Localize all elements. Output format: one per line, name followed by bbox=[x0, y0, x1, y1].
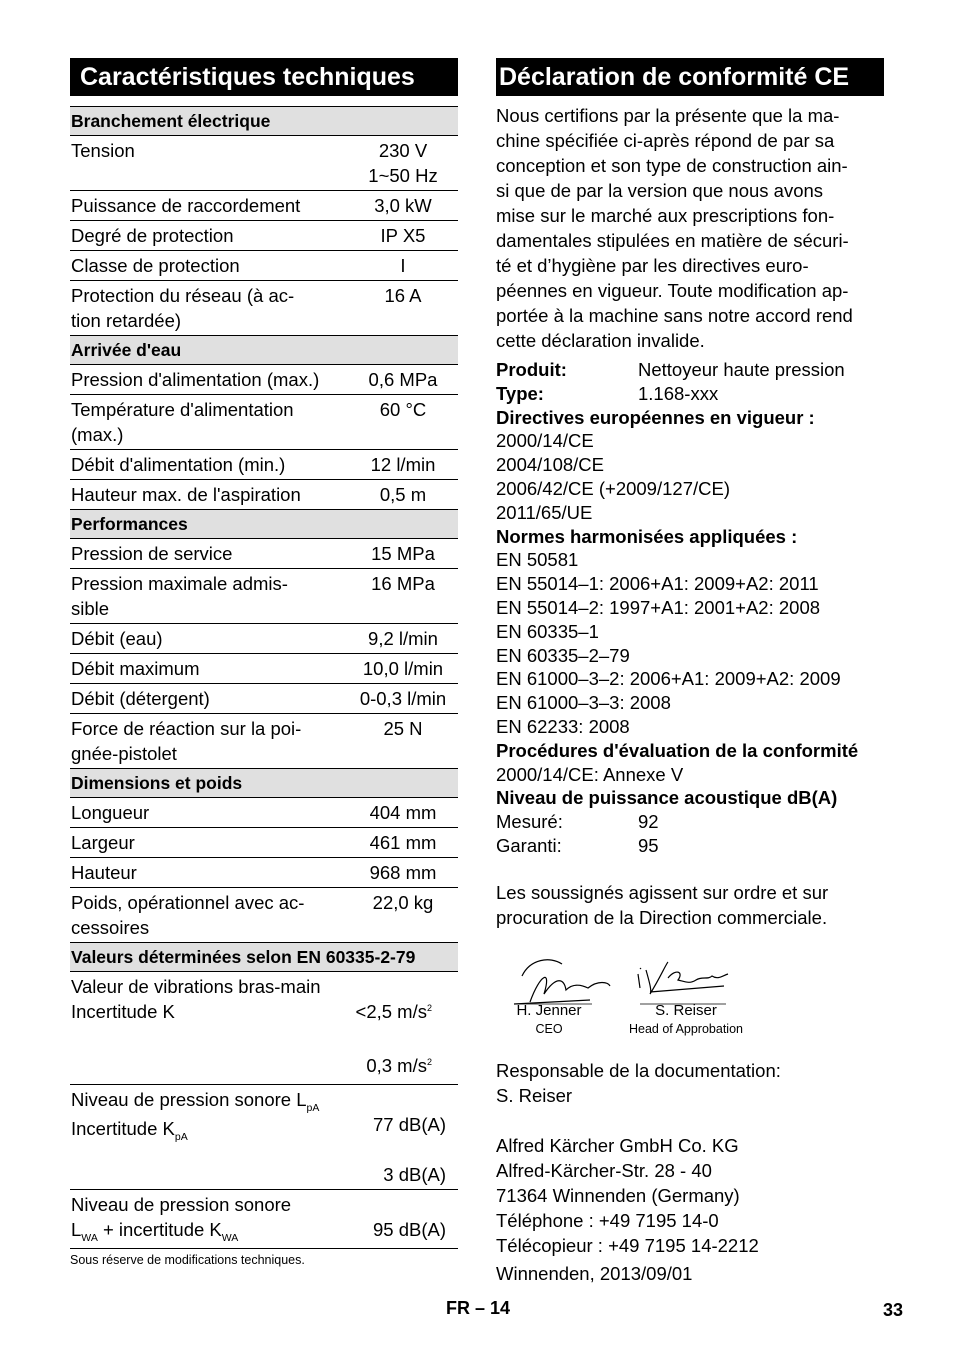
product-label: Produit: bbox=[496, 359, 567, 380]
spec-label: Débit maximum bbox=[71, 658, 200, 679]
measured-line bbox=[496, 810, 884, 834]
spec-value: 60 °C bbox=[379, 399, 427, 420]
spec-label: Pression d'alimentation (max.) bbox=[71, 369, 320, 390]
spec-label: Pression de service bbox=[71, 543, 233, 564]
spec-value: 16 MPa bbox=[371, 573, 435, 594]
spec-row bbox=[70, 395, 458, 450]
signatories-text: Les soussignés agissent sur ordre et sur procuration de la Direction commerciale. bbox=[496, 881, 829, 928]
spec-label: Débit d'alimentation (min.) bbox=[71, 454, 286, 475]
spec-row bbox=[70, 858, 458, 888]
documentation-contact bbox=[496, 1058, 884, 1286]
acoustic-heading: Niveau de puissance acoustique dB(A) bbox=[496, 787, 838, 809]
subscript-pa: pA bbox=[174, 1131, 188, 1143]
spec-row bbox=[70, 539, 458, 569]
spec-value: 3,0 kW bbox=[374, 195, 432, 216]
signer-1-name: H. Jenner bbox=[516, 1001, 582, 1019]
standard-item: EN 61000–3–3: 2008 bbox=[496, 692, 671, 714]
ce-declaration-column bbox=[496, 58, 884, 1286]
subscript-pa: pA bbox=[306, 1102, 320, 1114]
vibration-uncertainty-value: 0,3 m/s bbox=[366, 1055, 427, 1076]
specs-title: Caractéristiques techniques bbox=[70, 58, 458, 96]
spec-value: 9,2 l/min bbox=[368, 628, 438, 649]
subscript-wa: WA bbox=[221, 1232, 239, 1244]
company-phone: Téléphone : +49 7195 14-0 bbox=[496, 1209, 719, 1231]
measured-label: Mesuré: bbox=[496, 811, 563, 833]
standard-item: EN 55014–1: 2006+A1: 2009+A2: 2011 bbox=[496, 573, 819, 595]
squared-superscript: 2 bbox=[426, 1057, 432, 1067]
measured-value: 92 bbox=[638, 811, 659, 833]
spec-label: Température d'alimentation (max.) bbox=[71, 399, 294, 445]
standard-item: EN 61000–3–2: 2006+A1: 2009+A2: 2009 bbox=[496, 668, 841, 690]
type-value: 1.168-xxx bbox=[638, 382, 719, 404]
company-fax: Télécopieur : +49 7195 14-2212 bbox=[496, 1234, 759, 1256]
spec-label: Hauteur bbox=[71, 862, 137, 883]
spec-label: Pression maximale admis- sible bbox=[71, 573, 288, 619]
guaranteed-line bbox=[496, 834, 884, 858]
spec-label: Tension bbox=[71, 140, 135, 161]
company-city: 71364 Winnenden (Germany) bbox=[496, 1184, 740, 1206]
signer-1-role: CEO bbox=[535, 1021, 563, 1036]
subscript-wa: WA bbox=[81, 1232, 98, 1244]
sound-power-value: 95 dB(A) bbox=[372, 1219, 446, 1240]
specs-footnote: Sous réserve de modifications techniques. bbox=[70, 1253, 305, 1267]
sound-pressure-uncertainty-label: Incertitude K bbox=[71, 1118, 175, 1139]
spec-row bbox=[70, 281, 458, 336]
spec-section-heading: Dimensions et poids bbox=[70, 769, 458, 798]
technical-specs-column bbox=[70, 58, 458, 1268]
spec-value: 15 MPa bbox=[371, 543, 435, 564]
spec-value: 22,0 kg bbox=[372, 892, 434, 913]
spec-label: Protection du réseau (à ac- tion retardée) bbox=[71, 285, 295, 331]
standard-item: EN 60335–1 bbox=[496, 620, 599, 642]
spec-label: Degré de protection bbox=[71, 225, 234, 246]
spec-label: Puissance de raccordement bbox=[71, 195, 301, 216]
spec-section-heading-measured: Valeurs déterminées selon EN 60335-2-79 bbox=[70, 943, 458, 972]
spec-section-heading: Arrivée d'eau bbox=[70, 336, 458, 365]
place-date: Winnenden, 2013/09/01 bbox=[496, 1262, 693, 1284]
type-line bbox=[496, 382, 884, 406]
spec-row bbox=[70, 654, 458, 684]
spec-value: 0-0,3 l/min bbox=[359, 688, 447, 709]
spec-label: Hauteur max. de l'aspiration bbox=[71, 484, 301, 505]
spec-label: Débit (eau) bbox=[71, 628, 163, 649]
declaration-intro: Nous certifions par la présente que la ma- chine spécifiée ci-après répond de par sa conception et son type de construction ain- si que de par la version que nous avons mise sur le marché aux prescriptions fon- damentales stipulées en matière de sécuri- té et d’hygiène par les directives euro- péennes en vigueur. Toute modification ap- portée à la machine sans notre accord rend cette déclaration invalide. bbox=[496, 105, 853, 351]
spec-row-sound-pressure bbox=[70, 1085, 458, 1190]
spec-label: Classe de protection bbox=[71, 255, 240, 276]
spec-section-heading: Branchement électrique bbox=[70, 107, 458, 136]
directives-list bbox=[496, 429, 884, 524]
company-street: Alfred-Kärcher-Str. 28 - 40 bbox=[496, 1159, 712, 1181]
spec-value: 404 mm bbox=[369, 802, 437, 823]
spec-row-vibration bbox=[70, 972, 458, 1085]
company-name: Alfred Kärcher GmbH Co. KG bbox=[496, 1134, 739, 1156]
directive-item: 2000/14/CE bbox=[496, 430, 594, 452]
signer-2-role: Head of Approbation bbox=[629, 1021, 743, 1036]
specs-table bbox=[70, 106, 458, 943]
doc-responsible-name: S. Reiser bbox=[496, 1084, 573, 1106]
procedures-value: 2000/14/CE: Annexe V bbox=[496, 763, 684, 785]
sound-pressure-value: 77 dB(A) bbox=[372, 1114, 446, 1135]
spec-value: 16 A bbox=[384, 285, 422, 306]
spec-row bbox=[70, 365, 458, 395]
sound-power-symbol: L bbox=[71, 1219, 82, 1240]
spec-label: Largeur bbox=[71, 832, 135, 853]
spec-row bbox=[70, 480, 458, 510]
spec-row bbox=[70, 798, 458, 828]
vibration-label: Valeur de vibrations bras-main bbox=[71, 976, 321, 997]
spec-value: 968 mm bbox=[369, 862, 437, 883]
spec-row bbox=[70, 191, 458, 221]
doc-responsible-label: Responsable de la documentation: bbox=[496, 1059, 781, 1081]
spec-row bbox=[70, 221, 458, 251]
spec-value: 461 mm bbox=[369, 832, 437, 853]
sound-power-label: Niveau de pression sonore bbox=[71, 1194, 292, 1215]
standard-item: EN 60335–2–79 bbox=[496, 644, 630, 666]
signatures-block bbox=[496, 954, 884, 1038]
spec-label: Force de réaction sur la poi- gnée-pistolet bbox=[71, 718, 302, 764]
product-value: Nettoyeur haute pression bbox=[638, 359, 845, 380]
spec-row bbox=[70, 714, 458, 769]
product-line bbox=[496, 358, 884, 382]
sound-pressure-uncertainty-value: 3 dB(A) bbox=[383, 1164, 446, 1185]
spec-row bbox=[70, 450, 458, 480]
squared-superscript: 2 bbox=[426, 1003, 432, 1013]
procedures-heading: Procédures d'évaluation de la conformité bbox=[496, 739, 859, 761]
spec-value: IP X5 bbox=[380, 225, 426, 246]
spec-row bbox=[70, 251, 458, 281]
spec-row bbox=[70, 684, 458, 714]
directive-item: 2011/65/UE bbox=[496, 501, 593, 523]
spec-row bbox=[70, 828, 458, 858]
vibration-uncertainty-label: Incertitude K bbox=[71, 1001, 175, 1022]
spec-row-sound-power bbox=[70, 1190, 458, 1249]
type-label: Type: bbox=[496, 382, 544, 404]
standard-item: EN 62233: 2008 bbox=[496, 715, 630, 737]
spec-label: Longueur bbox=[71, 802, 150, 823]
spec-label: Poids, opérationnel avec ac- cessoires bbox=[71, 892, 305, 938]
directives-heading: Directives européennes en vigueur : bbox=[496, 406, 815, 428]
standard-item: EN 55014–2: 1997+A1: 2001+A2: 2008 bbox=[496, 596, 821, 618]
directive-item: 2006/42/CE (+2009/127/CE) bbox=[496, 477, 730, 499]
spec-row bbox=[70, 569, 458, 624]
spec-row bbox=[70, 624, 458, 654]
spec-row bbox=[70, 888, 458, 943]
standard-item: EN 50581 bbox=[496, 549, 579, 571]
vibration-value: <2,5 m/s bbox=[355, 1001, 427, 1022]
sound-pressure-label: Niveau de pression sonore L bbox=[71, 1089, 307, 1110]
spec-value: 230 V 1~50 Hz bbox=[368, 140, 438, 186]
standards-list bbox=[496, 548, 884, 738]
spec-value: I bbox=[400, 255, 406, 276]
spec-value: 10,0 l/min bbox=[362, 658, 444, 679]
spec-value: 12 l/min bbox=[370, 454, 436, 475]
spec-section-heading: Performances bbox=[70, 510, 458, 539]
guaranteed-label: Garanti: bbox=[496, 834, 562, 856]
spec-value: 0,5 m bbox=[379, 484, 427, 505]
spec-row bbox=[70, 136, 458, 191]
page-footer-label: FR – 14 bbox=[446, 1298, 511, 1318]
declaration-details bbox=[496, 358, 884, 858]
standards-heading: Normes harmonisées appliquées : bbox=[496, 525, 798, 547]
declaration-title: Déclaration de conformité CE bbox=[496, 58, 884, 96]
signer-2-name: S. Reiser bbox=[655, 1001, 717, 1019]
spec-value: 0,6 MPa bbox=[368, 369, 438, 390]
guaranteed-value: 95 bbox=[638, 834, 659, 856]
spec-label: Débit (détergent) bbox=[71, 688, 210, 709]
page-number: 33 bbox=[883, 1300, 904, 1320]
spec-value: 25 N bbox=[383, 718, 423, 739]
sound-power-uncertainty-label: + incertitude K bbox=[97, 1219, 222, 1240]
directive-item: 2004/108/CE bbox=[496, 454, 605, 476]
